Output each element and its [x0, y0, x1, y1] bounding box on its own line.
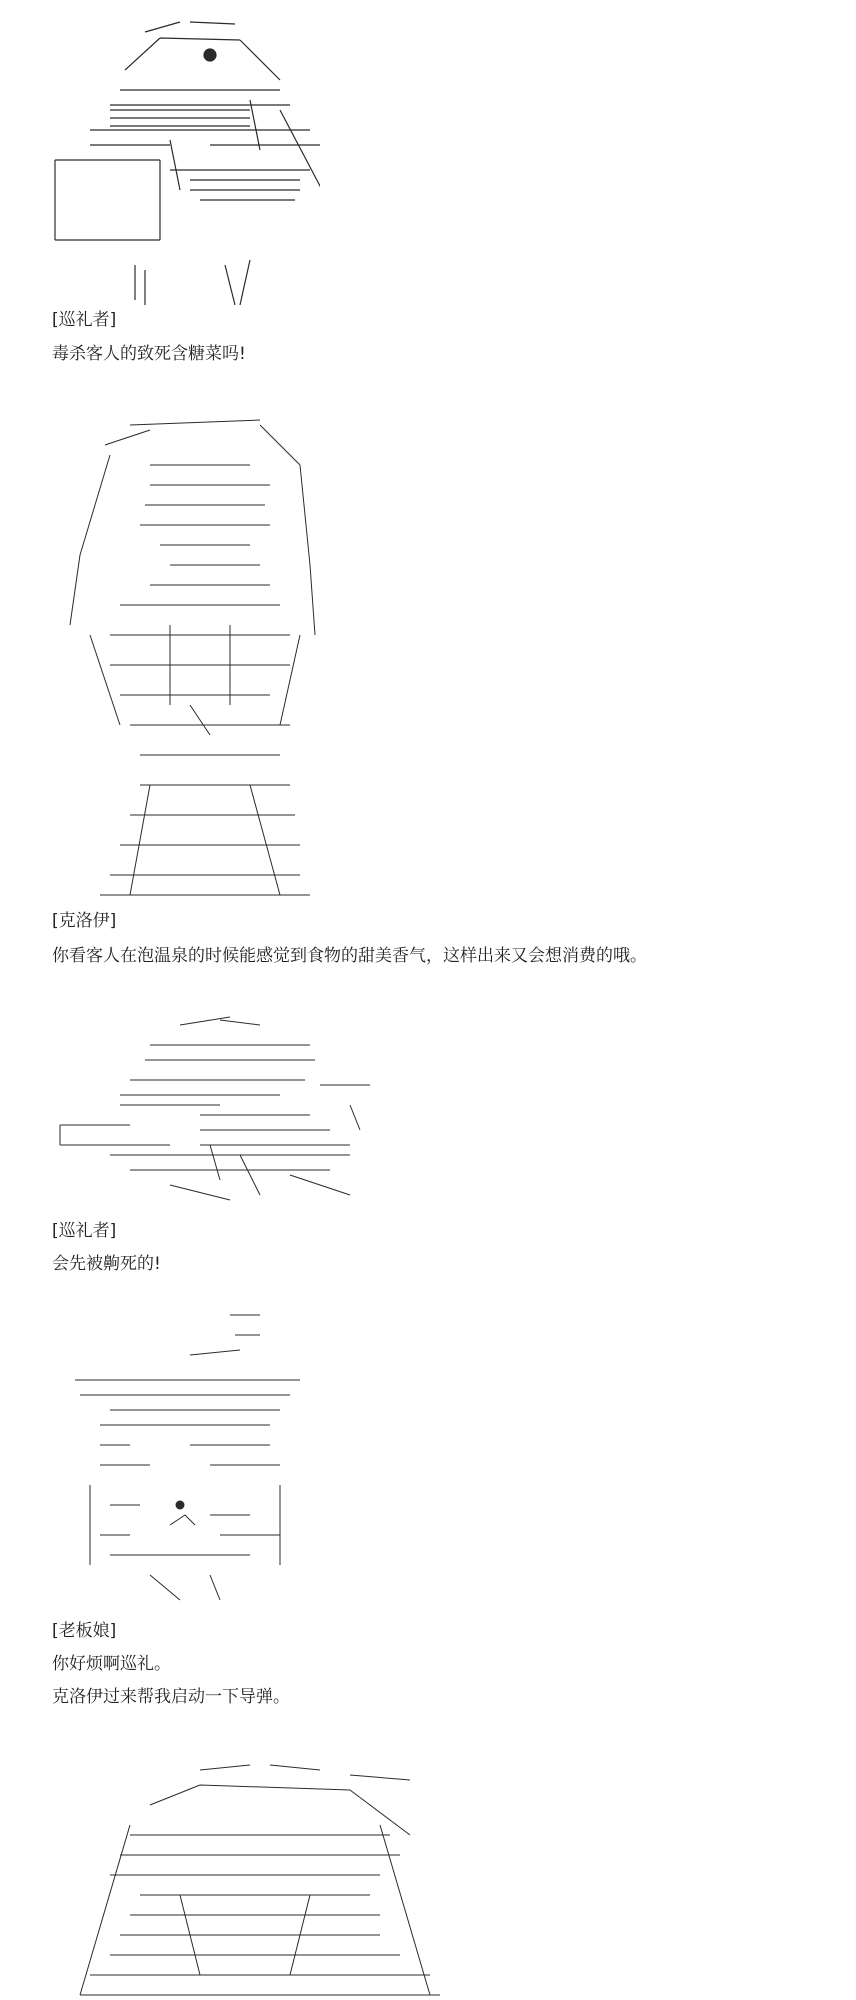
ascii-art-chloe-2	[50, 1745, 450, 2000]
dialogue-line: 克洛伊过来帮我启动一下导弹。	[52, 1687, 290, 1707]
dialogue-line: 会先被齁死的!	[52, 1254, 161, 1274]
speaker-label: [巡礼者]	[52, 310, 117, 330]
ascii-art-pilgrim-2	[50, 1005, 380, 1205]
ascii-art-proprietress	[70, 1305, 320, 1605]
ascii-art-pilgrim-1	[50, 10, 320, 310]
dialogue-line: 你看客人在泡温泉的时候能感觉到食物的甜美香气，这样出来又会想消费的哦。	[52, 946, 647, 966]
speaker-label: [老板娘]	[52, 1621, 117, 1641]
speaker-label: [巡礼者]	[52, 1221, 117, 1241]
speaker-label: [克洛伊]	[52, 911, 117, 931]
dialogue-line: 你好烦啊巡礼。	[52, 1654, 171, 1674]
dialogue-line: 毒杀客人的致死含糖菜吗!	[52, 344, 246, 364]
ascii-art-chloe	[50, 405, 320, 900]
